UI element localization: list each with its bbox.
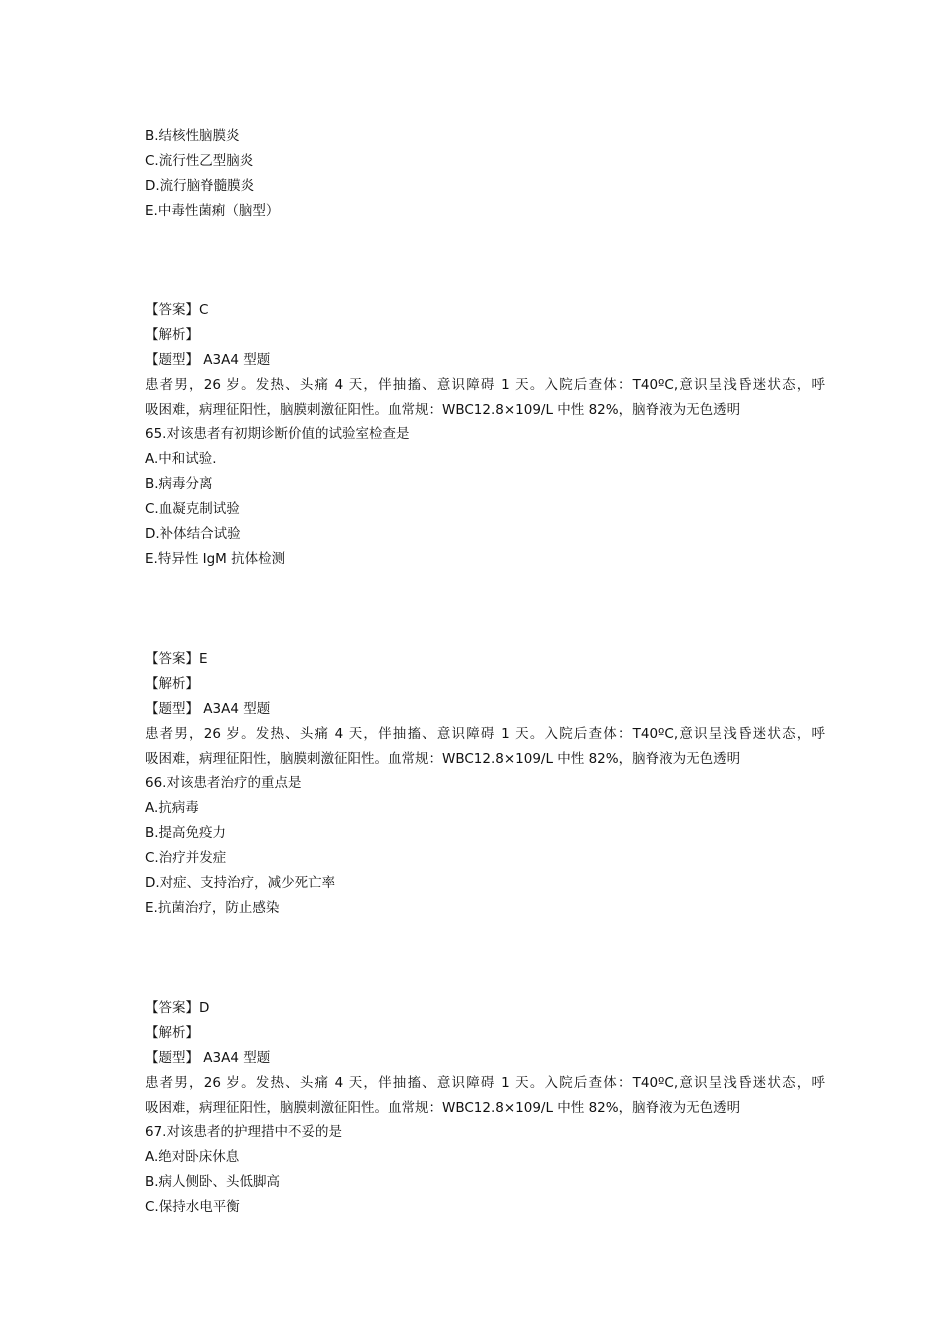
case-description-line2: 吸困难，病理征阳性，脑膜刺激征阳性。血常规：WBC12.8×109/L 中性 82%，脑脊液为无色透明: [145, 1099, 741, 1116]
answer-label: 【答案】C: [145, 302, 209, 318]
case-description-line1: 患者男，26 岁。发热、头痛 4 天，伴抽搐、意识障碍 1 天。入院后查体：T40ºC,意识呈浅昏迷状态，呼: [145, 725, 825, 742]
option-d: D.对症、支持治疗，减少死亡率: [145, 875, 336, 892]
option-c: C.流行性乙型脑炎: [145, 152, 254, 169]
question-block-66: [145, 647, 825, 921]
analysis-label: 【解析】: [145, 675, 199, 692]
top-options: [145, 124, 825, 224]
answer-label: 【答案】E: [145, 651, 208, 667]
option-e: E.中毒性菌痢（脑型）: [145, 202, 280, 219]
option-b: B.结核性脑膜炎: [145, 128, 240, 144]
option-d: D.流行脑脊髓膜炎: [145, 177, 255, 194]
option-b: B.提高免疫力: [145, 825, 227, 842]
question-block-65: [145, 298, 825, 572]
option-c: C.保持水电平衡: [145, 1199, 240, 1216]
question-stem: 66.对该患者治疗的重点是: [145, 775, 302, 792]
option-a: A.抗病毒: [145, 800, 199, 817]
option-b: B.病毒分离: [145, 476, 213, 493]
case-description-line1: 患者男，26 岁。发热、头痛 4 天，伴抽搐、意识障碍 1 天。入院后查体：T40ºC,意识呈浅昏迷状态，呼: [145, 1074, 825, 1091]
option-e: E.抗菌治疗，防止感染: [145, 899, 280, 916]
analysis-label: 【解析】: [145, 326, 199, 343]
option-a: A.绝对卧床休息: [145, 1149, 240, 1166]
case-description-line2: 吸困难，病理征阳性，脑膜刺激征阳性。血常规：WBC12.8×109/L 中性 82%，脑脊液为无色透明: [145, 401, 741, 418]
answer-label: 【答案】D: [145, 1000, 210, 1016]
question-type: 【题型】 A3A4 型题: [145, 700, 271, 717]
case-description-line2: 吸困难，病理征阳性，脑膜刺激征阳性。血常规：WBC12.8×109/L 中性 82%，脑脊液为无色透明: [145, 750, 741, 767]
option-b: B.病人侧卧、头低脚高: [145, 1174, 281, 1191]
case-description-line1: 患者男，26 岁。发热、头痛 4 天，伴抽搐、意识障碍 1 天。入院后查体：T40ºC,意识呈浅昏迷状态，呼: [145, 376, 825, 393]
option-c: C.治疗并发症: [145, 850, 227, 867]
option-e: E.特异性 IgM 抗体检测: [145, 550, 286, 567]
option-c: C.血凝克制试验: [145, 501, 240, 518]
analysis-label: 【解析】: [145, 1024, 199, 1041]
question-stem: 67.对该患者的护理措中不妥的是: [145, 1124, 342, 1141]
option-a: A.中和试验.: [145, 451, 217, 468]
question-block-67: [145, 996, 825, 1220]
question-stem: 65.对该患者有初期诊断价值的试验室检查是: [145, 426, 410, 443]
option-d: D.补体结合试验: [145, 526, 241, 543]
question-type: 【题型】 A3A4 型题: [145, 351, 271, 368]
question-type: 【题型】 A3A4 型题: [145, 1049, 271, 1066]
